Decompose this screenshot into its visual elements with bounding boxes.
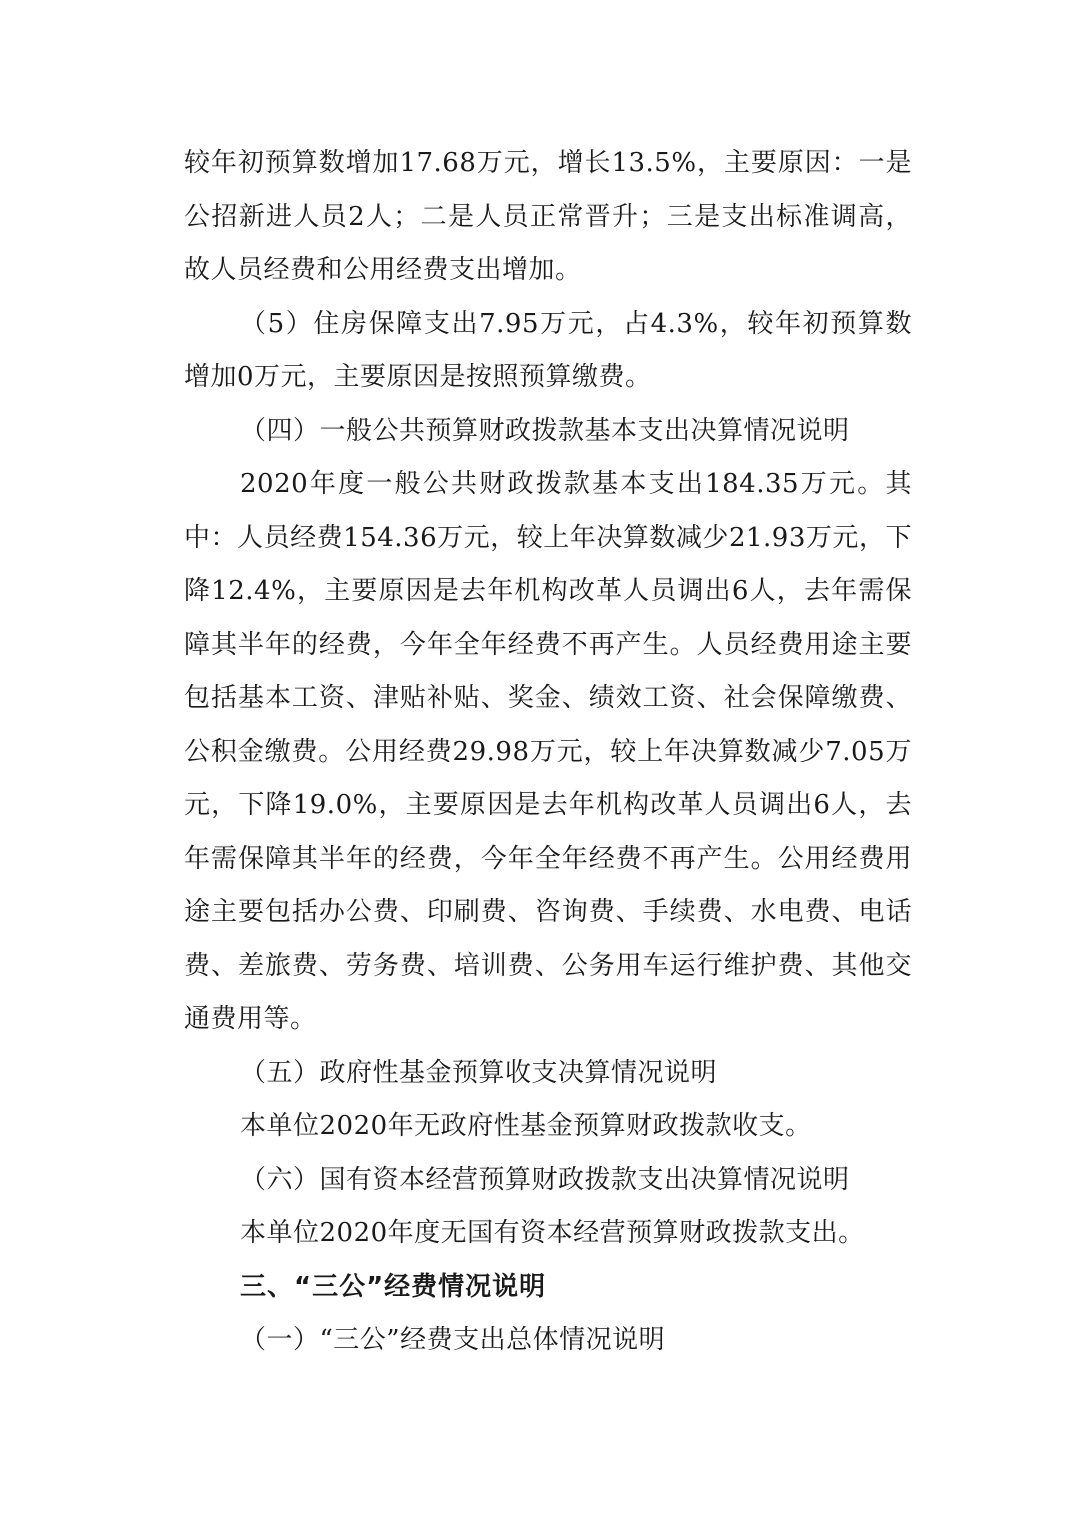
- heading-government-fund: （五）政府性基金预算收支决算情况说明: [240, 1057, 718, 1088]
- paragraph-basic-expenditure: 2020年度一般公共财政拨款基本支出184.35万元。其中：人员经费154.36万元，较上年决算数减少21.93万元，下降12.4%，主要原因是去年机构改革人员调出6人，去年需保障其半年的经费，今年全年经费不再产生。人员经费用途主要包括基本工资、津贴补贴、奖金、绩效工资、社会保障缴费、公积金缴费。公用经费29.98万元，较上年决算数减少7.05万元，下降19.0%，主要原因是去年机构改革人员调出6人，去年需保障其半年的经费，今年全年经费不再产生。公用经费用途主要包括办公费、印刷费、咨询费、手续费、水电费、电话费、差旅费、劳务费、培训费、公务用车运行维护费、其他交通费用等。: [184, 469, 912, 1034]
- paragraph-government-fund: 本单位2020年无政府性基金预算财政拨款收支。: [240, 1111, 812, 1141]
- heading-three-public-overview: （一）“三公”经费支出总体情况说明: [240, 1325, 666, 1355]
- heading-basic-expenditure: （四）一般公共预算财政拨款基本支出决算情况说明: [240, 415, 850, 446]
- section-three-public-expenses: 三、“三公”经费情况说明: [240, 1271, 547, 1302]
- document-body: [184, 137, 912, 1368]
- paragraph-expense-increase-reasons: 较年初预算数增加17.68万元，增长13.5%，主要原因：一是公招新进人员2人；二是人员正常晋升；三是支出标准调高，故人员经费和公用经费支出增加。: [184, 148, 912, 285]
- paragraph-housing-security: （5）住房保障支出7.95万元，占4.3%，较年初预算数增加0万元，主要原因是按照预算缴费。: [184, 308, 912, 392]
- heading-state-capital: （六）国有资本经营预算财政拨款支出决算情况说明: [240, 1164, 850, 1195]
- paragraph-state-capital: 本单位2020年度无国有资本经营预算财政拨款支出。: [240, 1218, 865, 1248]
